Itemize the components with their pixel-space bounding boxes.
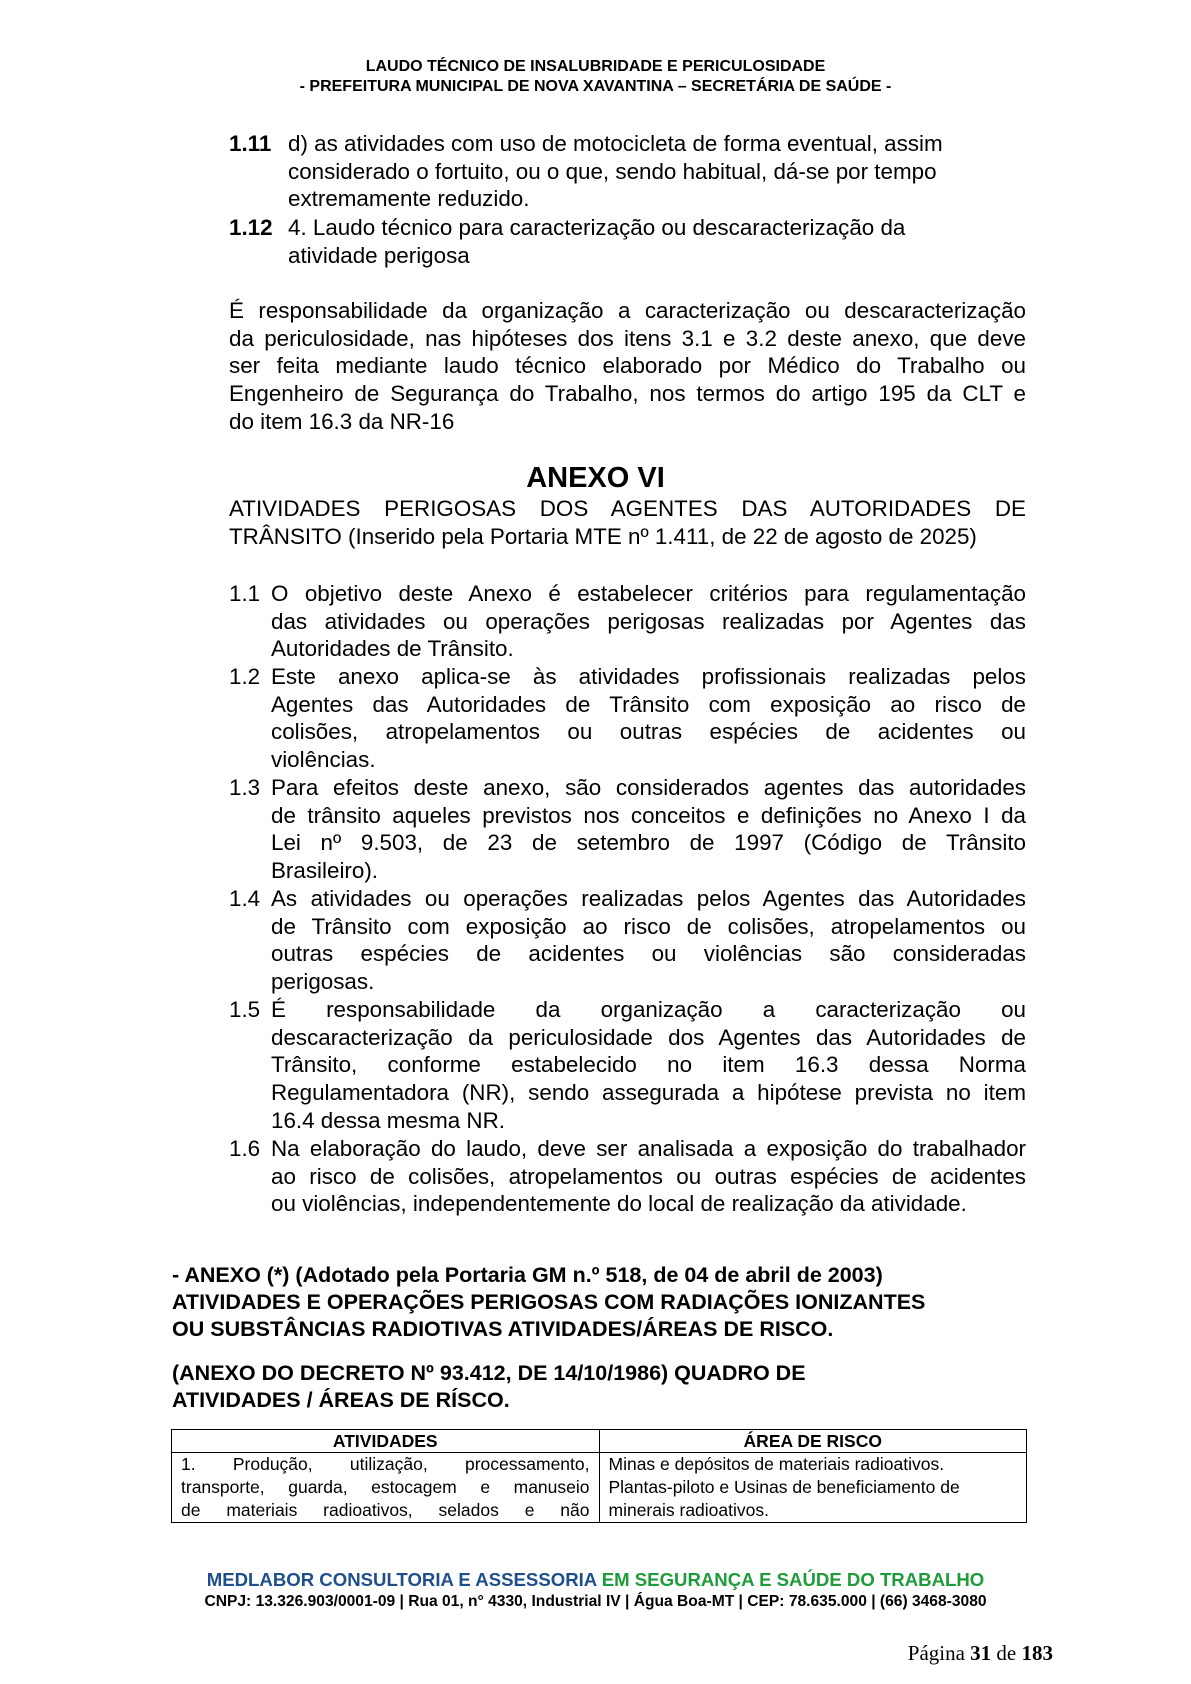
- item-text-line: d) as atividades com uso de motocicleta de forma eventual, assim: [288, 131, 943, 156]
- item-text-line: Brasileiro).: [271, 858, 379, 884]
- company-name-blue: MEDLABOR CONSULTORIA E ASSESSORIA: [206, 1569, 597, 1590]
- item-text-line: O objetivo deste Anexo é estabelecer critérios para regulamentação: [271, 581, 1026, 606]
- column-header-activities: ATIVIDADES: [172, 1430, 600, 1453]
- annex-item-1-4: [229, 885, 1026, 996]
- page-total: 183: [1021, 1641, 1053, 1665]
- annex-subtitle-line: ATIVIDADES PERIGOSAS DOS AGENTES DAS AUTORIDADES DE: [229, 496, 1026, 521]
- heading-line: OU SUBSTÂNCIAS RADIOTIVAS ATIVIDADES/ÁREAS DE RISCO.: [172, 1317, 834, 1341]
- item-text-line: outras espécies de acidentes ou violências são consideradas: [271, 941, 1026, 967]
- item-number: 1.2: [229, 664, 261, 689]
- radiation-annex-heading: [172, 1262, 1026, 1343]
- annex-vi-title: ANEXO VI: [526, 462, 665, 494]
- table-header-row: [172, 1430, 1027, 1453]
- cell-line: minerais radioativos.: [608, 1500, 769, 1520]
- item-text-line: Na elaboração do laudo, deve ser analisada a exposição do trabalhador: [271, 1136, 1026, 1161]
- responsibility-paragraph: [229, 297, 1026, 435]
- table-row: [172, 1453, 1027, 1523]
- heading-line: - ANEXO (*) (Adotado pela Portaria GM n.º 518, de 04 de abril de 2003): [172, 1263, 883, 1287]
- item-text-line: Para efeitos deste anexo, são considerados agentes das autoridades: [271, 775, 1026, 800]
- footer-contact: CNPJ: 13.326.903/0001-09 | Rua 01, n° 4330, Industrial IV | Água Boa-MT | CEP: 78.635.000 | (66) 3468-3080: [204, 1593, 987, 1610]
- item-text-line: considerado o fortuito, ou o que, sendo habitual, dá-se por tempo: [288, 158, 937, 184]
- cell-line: de materiais radioativos, selados e não: [181, 1500, 590, 1520]
- annex-item-1-5: [229, 996, 1026, 1134]
- item-number: 1.5: [229, 997, 261, 1022]
- paragraph-line: ser feita mediante laudo técnico elaborado por Médico do Trabalho ou: [229, 353, 1026, 379]
- heading-line: ATIVIDADES E OPERAÇÕES PERIGOSAS COM RADIAÇÕES IONIZANTES: [172, 1290, 926, 1314]
- item-text-line: É responsabilidade da organização a caracterização ou: [271, 997, 1026, 1022]
- item-text-line: ao risco de colisões, atropelamentos ou outras espécies de acidentes: [271, 1163, 1026, 1189]
- annex-subtitle-line: TRÂNSITO (Inserido pela Portaria MTE nº 1.411, de 22 de agosto de 2025): [229, 523, 977, 549]
- item-text-line: extremamente reduzido.: [288, 186, 530, 212]
- company-name-green: EM SEGURANÇA E SAÚDE DO TRABALHO: [601, 1569, 985, 1590]
- page-label: Página: [907, 1641, 965, 1665]
- document-header-subtitle: - PREFEITURA MUNICIPAL DE NOVA XAVANTINA – SECRETÁRIA DE SAÚDE -: [299, 78, 892, 95]
- document-header-title: LAUDO TÉCNICO DE INSALUBRIDADE E PERICULOSIDADE: [365, 58, 826, 75]
- item-number: 1.6: [229, 1136, 261, 1161]
- item-text-line: violências.: [271, 747, 376, 773]
- item-number: 1.1: [229, 581, 261, 606]
- annex-item-1-1: [229, 580, 1026, 663]
- page-current: 31: [970, 1641, 992, 1665]
- item-text-line: Regulamentadora (NR), sendo assegurada a hipótese prevista no item: [271, 1080, 1026, 1106]
- heading-line: ATIVIDADES / ÁREAS DE RÍSCO.: [172, 1388, 510, 1412]
- annex-item-1-3: [229, 774, 1026, 885]
- footer-company-name: [0, 1569, 1191, 1591]
- risk-areas-table: [171, 1429, 1027, 1523]
- cell-line: Plantas-piloto e Usinas de beneficiamento de: [608, 1477, 960, 1497]
- paragraph-line: É responsabilidade da organização a caracterização ou descaracterização: [229, 298, 1026, 323]
- item-number: 1.11: [229, 131, 272, 156]
- item-text-line: Autoridades de Trânsito.: [271, 636, 514, 662]
- heading-line: (ANEXO DO DECRETO Nº 93.412, DE 14/10/1986) QUADRO DE: [172, 1361, 806, 1385]
- item-text-line: 4. Laudo técnico para caracterização ou descaracterização da: [288, 215, 906, 240]
- cell-line: 1. Produção, utilização, processamento,: [181, 1454, 590, 1474]
- item-text-line: das atividades ou operações perigosas realizadas por Agentes das: [271, 608, 1026, 634]
- item-text-line: colisões, atropelamentos ou outras espécies de acidentes ou: [271, 719, 1026, 745]
- annex-item-1-2: [229, 663, 1026, 774]
- item-text-line: de trânsito aqueles previstos nos conceitos e definições no Anexo I da: [271, 802, 1026, 828]
- paragraph-line: Engenheiro de Segurança do Trabalho, nos termos do artigo 195 da CLT e: [229, 381, 1026, 407]
- cell-line: Minas e depósitos de materiais radioativos.: [608, 1454, 945, 1474]
- item-text-line: Trânsito, conforme estabelecido no item 16.3 dessa Norma: [271, 1052, 1026, 1078]
- page-number: [908, 1640, 1053, 1666]
- paragraph-line: do item 16.3 da NR-16: [229, 408, 455, 434]
- item-text-line: As atividades ou operações realizadas pelos Agentes das Autoridades: [271, 886, 1026, 911]
- item-text-line: Agentes das Autoridades de Trânsito com exposição ao risco de: [271, 691, 1026, 717]
- item-text-line: 16.4 dessa mesma NR.: [271, 1107, 505, 1133]
- activities-cell: [172, 1453, 600, 1523]
- paragraph-line: da periculosidade, nas hipóteses dos itens 3.1 e 3.2 deste anexo, que deve: [229, 325, 1026, 351]
- item-text-line: de Trânsito com exposição ao risco de colisões, atropelamentos ou: [271, 913, 1026, 939]
- item-text-line: ou violências, independentemente do local de realização da atividade.: [271, 1191, 967, 1217]
- list-item-1-11: [229, 130, 1026, 213]
- risk-area-cell: [599, 1453, 1027, 1523]
- decree-heading: [172, 1360, 1026, 1414]
- item-text-line: Este anexo aplica-se às atividades profissionais realizadas pelos: [271, 664, 1026, 689]
- item-number: 1.3: [229, 775, 261, 800]
- annex-item-1-6: [229, 1135, 1026, 1218]
- page-of: de: [996, 1641, 1017, 1665]
- item-text-line: Lei nº 9.503, de 23 de setembro de 1997 (Código de Trânsito: [271, 830, 1026, 856]
- list-item-1-12: [229, 214, 1026, 269]
- item-number: 1.12: [229, 215, 273, 240]
- item-text-line: atividade perigosa: [288, 242, 470, 268]
- item-text-line: perigosas.: [271, 969, 375, 995]
- item-number: 1.4: [229, 886, 261, 911]
- item-text-line: descaracterização da periculosidade dos Agentes das Autoridades de: [271, 1024, 1026, 1050]
- column-header-risk-area: ÁREA DE RISCO: [599, 1430, 1027, 1453]
- annex-vi-subtitle: [229, 495, 1026, 550]
- cell-line: transporte, guarda, estocagem e manuseio: [181, 1477, 590, 1497]
